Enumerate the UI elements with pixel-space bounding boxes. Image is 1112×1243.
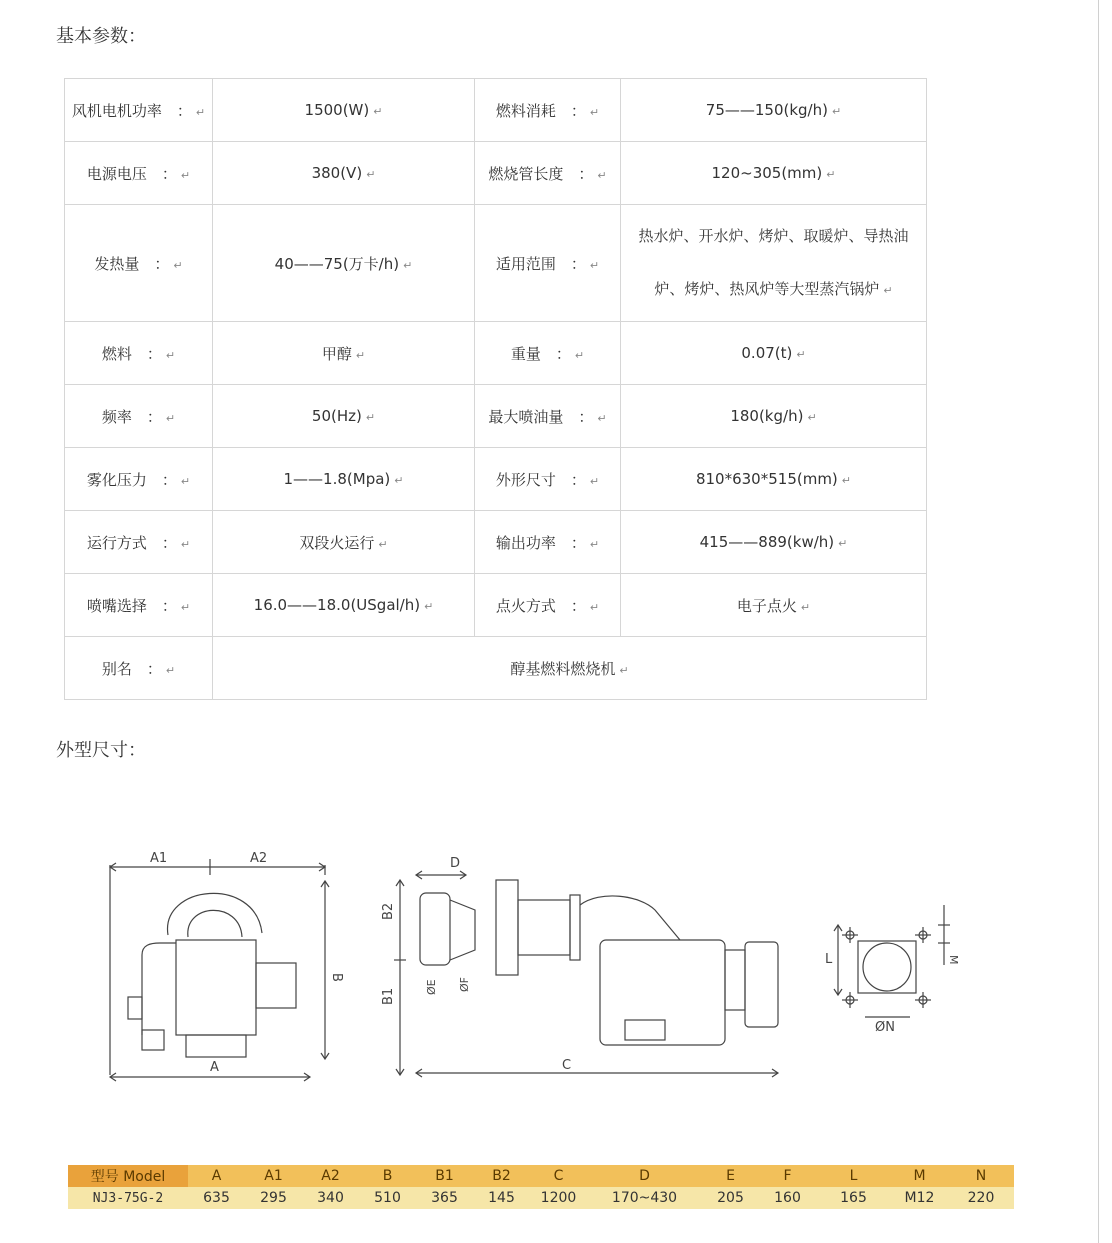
spec-header-cell: A1 [245, 1165, 302, 1187]
param-label: 燃烧管长度 ： ↵ [475, 142, 621, 205]
param-value: 75——150(kg/h) ↵ [621, 79, 927, 142]
param-value: 双段火运行 ↵ [213, 511, 475, 574]
param-value: 1500(W) ↵ [213, 79, 475, 142]
spec-header-cell: M [891, 1165, 948, 1187]
spec-header-cell: N [948, 1165, 1014, 1187]
params-table [64, 78, 927, 700]
dim-label-a: A [210, 1060, 219, 1075]
spec-value-cell: 365 [416, 1187, 473, 1209]
spec-value-cell: 340 [302, 1187, 359, 1209]
param-label: 发热量 ： ↵ [65, 205, 213, 322]
param-label: 燃料 ： ↵ [65, 322, 213, 385]
params-row [65, 574, 927, 637]
param-label: 别名 ： ↵ [65, 637, 213, 700]
params-row [65, 448, 927, 511]
dim-label-d: D [450, 856, 461, 871]
dim-label-a2: A2 [250, 851, 268, 866]
spec-value-row [68, 1187, 1014, 1209]
param-value: 380(V) ↵ [213, 142, 475, 205]
param-label: 适用范围 ： ↵ [475, 205, 621, 322]
param-value: 50(Hz) ↵ [213, 385, 475, 448]
spec-header-cell: E [702, 1165, 759, 1187]
param-label: 运行方式 ： ↵ [65, 511, 213, 574]
dim-label-f: ØF [458, 977, 471, 992]
spec-header-cell: A [188, 1165, 245, 1187]
burner-dimension-drawing [80, 845, 1020, 1095]
front-view [381, 856, 778, 1077]
param-label: 最大喷油量 ： ↵ [475, 385, 621, 448]
spec-header-cell: 型号 Model [68, 1165, 188, 1187]
spec-header-cell: B [359, 1165, 416, 1187]
spec-value-cell: 145 [473, 1187, 530, 1209]
spec-value-cell: NJ3-75G-2 [68, 1187, 188, 1209]
params-row [65, 79, 927, 142]
params-row [65, 205, 927, 322]
right-border-rule [1098, 0, 1099, 1243]
param-label: 喷嘴选择 ： ↵ [65, 574, 213, 637]
param-label: 频率 ： ↵ [65, 385, 213, 448]
params-row [65, 322, 927, 385]
spec-header-cell: B2 [473, 1165, 530, 1187]
spec-value-cell: 635 [188, 1187, 245, 1209]
param-value: 16.0——18.0(USgal/h) ↵ [213, 574, 475, 637]
param-value: 180(kg/h) ↵ [621, 385, 927, 448]
spec-value-cell: 220 [948, 1187, 1014, 1209]
spec-header-cell: C [530, 1165, 587, 1187]
params-row [65, 511, 927, 574]
spec-value-cell: 510 [359, 1187, 416, 1209]
spec-header-cell: L [816, 1165, 891, 1187]
basic-params-heading: 基本参数： [56, 26, 146, 47]
side-view [110, 851, 344, 1081]
param-value: 0.07(t) ↵ [621, 322, 927, 385]
param-label: 重量 ： ↵ [475, 322, 621, 385]
spec-header-row [68, 1165, 1014, 1187]
params-row [65, 385, 927, 448]
param-label: 雾化压力 ： ↵ [65, 448, 213, 511]
dim-label-n: ØN [875, 1020, 895, 1035]
dim-label-b2: B2 [381, 902, 396, 920]
param-value: 电子点火 ↵ [621, 574, 927, 637]
dim-label-l: L [825, 952, 833, 967]
dim-label-a1: A1 [150, 851, 168, 866]
param-value: 甲醇 ↵ [213, 322, 475, 385]
spec-value-cell: 165 [816, 1187, 891, 1209]
dim-label-e: ØE [425, 979, 438, 995]
dim-label-b1: B1 [381, 987, 396, 1005]
param-value: 热水炉、开水炉、烤炉、取暖炉、导热油 炉、烤炉、热风炉等大型蒸汽锅炉 ↵ [621, 205, 927, 322]
spec-value-cell: 295 [245, 1187, 302, 1209]
param-value: 810*630*515(mm) ↵ [621, 448, 927, 511]
spec-value-cell: 205 [702, 1187, 759, 1209]
param-label: 电源电压 ： ↵ [65, 142, 213, 205]
spec-header-cell: D [587, 1165, 702, 1187]
dim-label-m: M [947, 955, 960, 965]
params-row [65, 637, 927, 700]
param-label: 燃料消耗 ： ↵ [475, 79, 621, 142]
spec-header-cell: B1 [416, 1165, 473, 1187]
dim-label-b: B [329, 973, 344, 982]
param-label: 点火方式 ： ↵ [475, 574, 621, 637]
param-label: 输出功率 ： ↵ [475, 511, 621, 574]
param-value: 醇基燃料燃烧机 ↵ [213, 637, 927, 700]
spec-value-cell: 170~430 [587, 1187, 702, 1209]
spec-header-cell: A2 [302, 1165, 359, 1187]
flange-view [825, 905, 960, 1035]
dimensions-heading: 外型尺寸： [56, 740, 146, 761]
param-value: 40——75(万卡/h) ↵ [213, 205, 475, 322]
spec-value-cell: M12 [891, 1187, 948, 1209]
params-row [65, 142, 927, 205]
param-value: 120~305(mm) ↵ [621, 142, 927, 205]
param-value: 415——889(kw/h) ↵ [621, 511, 927, 574]
spec-value-cell: 160 [759, 1187, 816, 1209]
param-value: 1——1.8(Mpa) ↵ [213, 448, 475, 511]
param-label: 风机电机功率 ： ↵ [65, 79, 213, 142]
spec-value-cell: 1200 [530, 1187, 587, 1209]
param-label: 外形尺寸 ： ↵ [475, 448, 621, 511]
spec-table [68, 1165, 1014, 1209]
spec-header-cell: F [759, 1165, 816, 1187]
dim-label-c: C [562, 1058, 572, 1073]
